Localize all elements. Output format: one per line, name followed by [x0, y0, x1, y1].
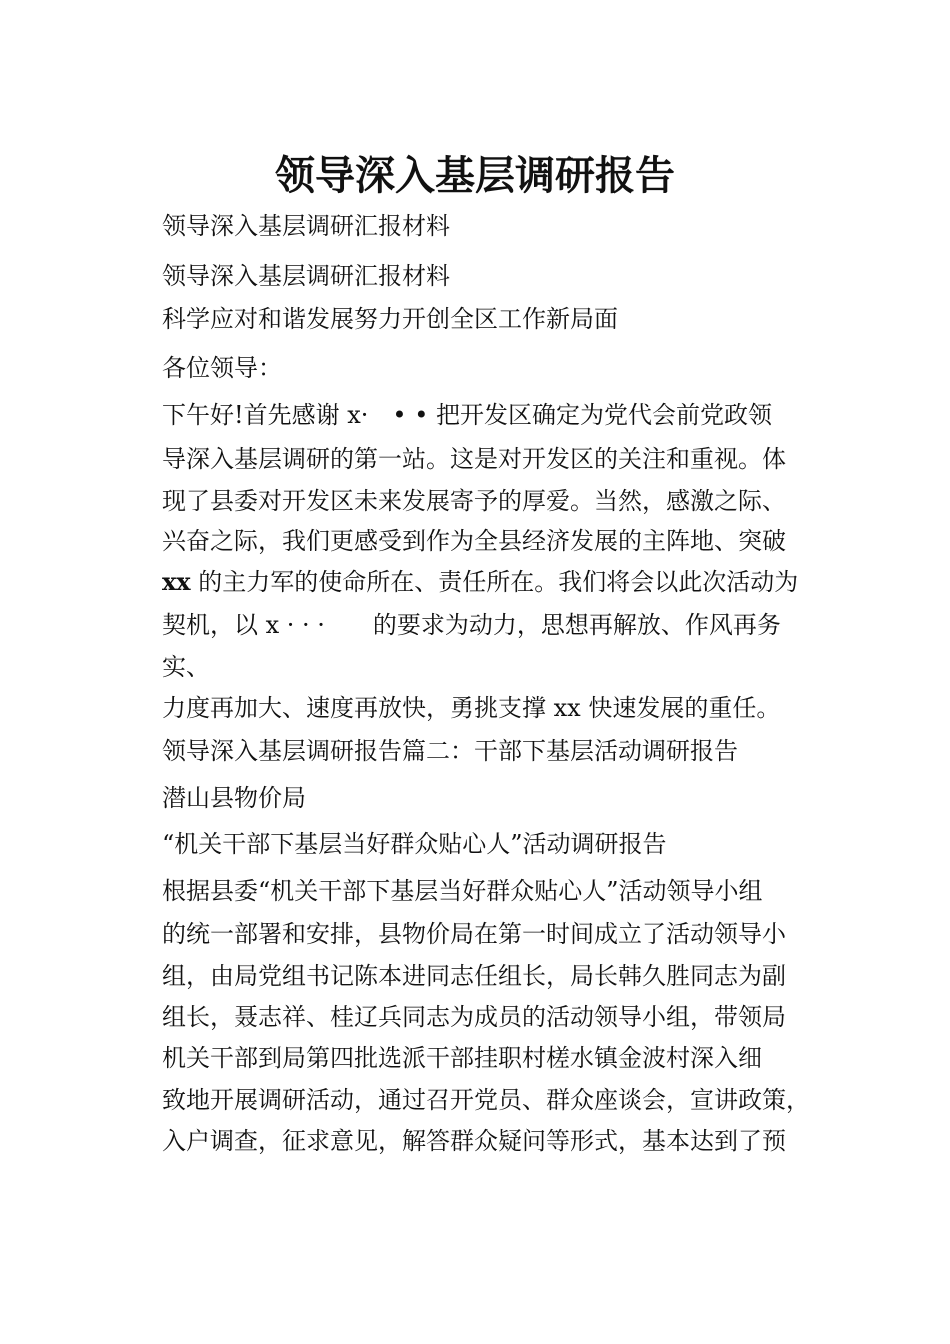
paragraph-line: 导深入基层调研的第一站。这是对开发区的关注和重视。体 [162, 445, 786, 473]
paragraph-line: 根据县委“机关干部下基层当好群众贴心人”活动领导小组 [162, 877, 763, 905]
section-heading: 领导深入基层调研报告篇二：干部下基层活动调研报告 [162, 737, 738, 765]
paragraph-line: 组长，聂志祥、桂辽兵同志为成员的活动领导小组，带领局 [162, 1003, 786, 1031]
subtitle-line: 领导深入基层调研汇报材料 [162, 212, 450, 240]
paragraph-line: 实、 [162, 653, 210, 681]
paragraph-line: 兴奋之际，我们更感受到作为全县经济发展的主阵地、突破 [162, 527, 786, 555]
paragraph-line: 入户调查，征求意见，解答群众疑问等形式，基本达到了预 [162, 1127, 786, 1155]
paragraph-line: 致地开展调研活动，通过召开党员、群众座谈会，宣讲政策， [162, 1086, 810, 1114]
bold-xx: xx [162, 567, 191, 596]
paragraph-line: 契机，以 x · · · 的要求为动力，思想再解放、作风再务 [162, 611, 781, 639]
paragraph-line-text: 的主力军的使命所在、责任所在。我们将会以此次活动为 [198, 568, 799, 596]
paragraph-line: 力度再加大、速度再放快，勇挑支撑 xx 快速发展的重任。 [162, 694, 781, 722]
document-title: 领导深入基层调研报告 [275, 152, 675, 199]
paragraph-line: 组，由局党组书记陈本进同志任组长，局长韩久胜同志为副 [162, 962, 786, 990]
paragraph-line: 下午好!首先感谢 x· • • 把开发区确定为党代会前党政领 [162, 401, 773, 429]
greeting-line: 各位领导： [162, 354, 282, 382]
paragraph-line: 的统一部署和安排，县物价局在第一时间成立了活动领导小 [162, 920, 786, 948]
paragraph-line [162, 564, 802, 600]
organization-line: 潜山县物价局 [162, 784, 306, 812]
paragraph-line: 科学应对和谐发展努力开创全区工作新局面 [162, 305, 618, 333]
paragraph-line: 现了县委对开发区未来发展寄予的厚爱。当然，感激之际、 [162, 487, 786, 515]
report-title-line: “机关干部下基层当好群众贴心人”活动调研报告 [162, 830, 667, 858]
paragraph-line: 机关干部到局第四批选派干部挂职村槎水镇金波村深入细 [162, 1044, 762, 1072]
paragraph-line: 领导深入基层调研汇报材料 [162, 262, 450, 290]
